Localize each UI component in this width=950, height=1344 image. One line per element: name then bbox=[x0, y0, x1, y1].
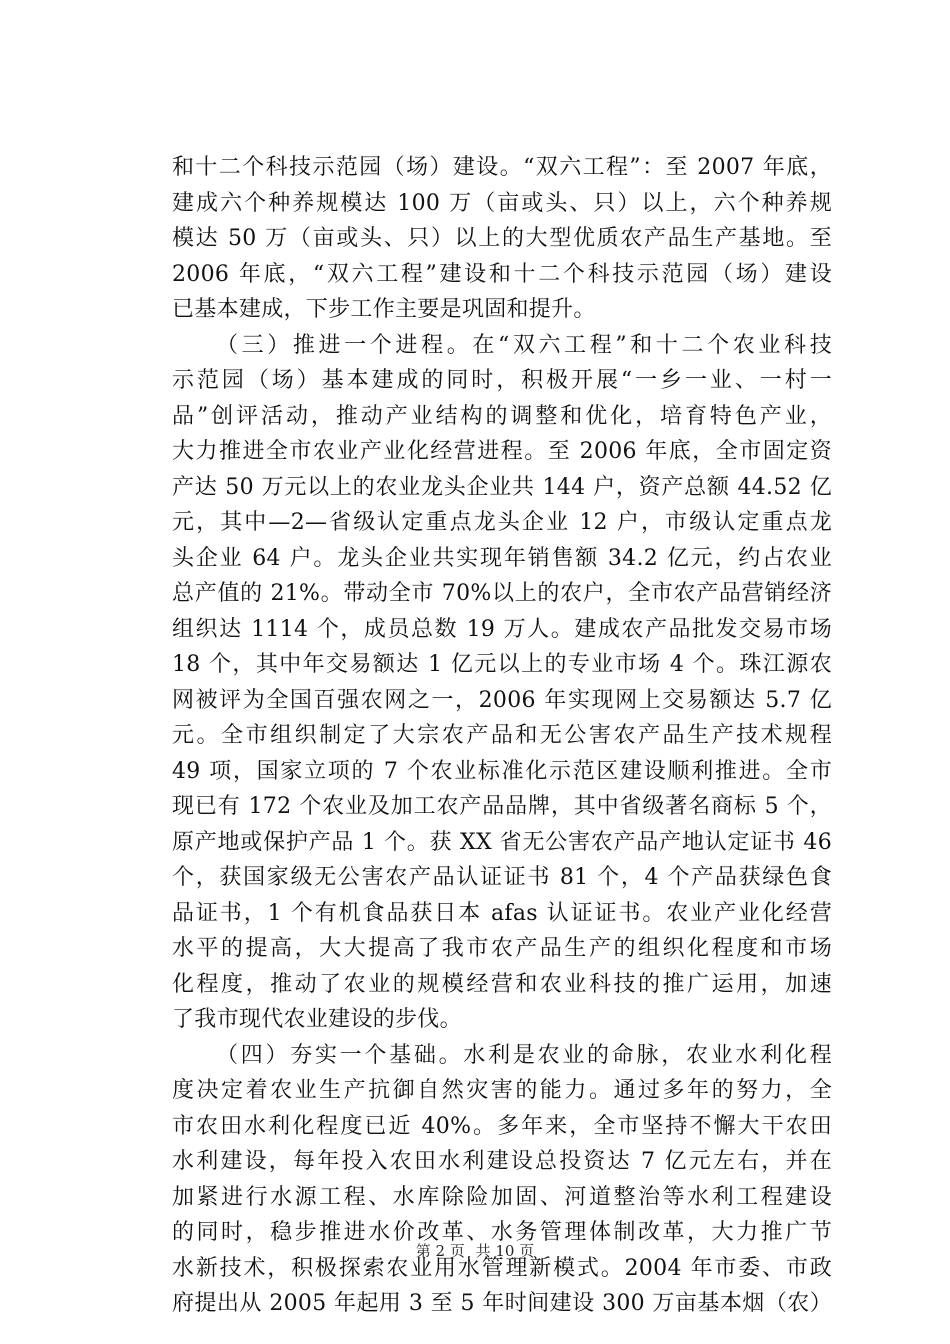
text-line: 度决定着农业生产抗御自然灾害的能力。通过多年的努力，全 bbox=[172, 1078, 832, 1103]
text-line: 总产值的 21%。带动全市 70%以上的农户，全市农产品营销经济 bbox=[172, 581, 832, 606]
text-line: 组织达 1114 个，成员总数 19 万人。建成农产品批发交易市场 bbox=[172, 616, 832, 642]
text-line: 产达 50 万元以上的农业龙头企业共 144 户，资产总额 44.52 亿 bbox=[172, 474, 832, 500]
text-line: 示范园（场）基本建成的同时，积极开展“一乡一业、一村一 bbox=[172, 368, 832, 393]
text-line: 水利建设，每年投入农田水利建设总投资达 7 亿元左右，并在 bbox=[172, 1149, 832, 1174]
text-line: 府提出从 2005 年起用 3 至 5 年时间建设 300 万亩基本烟（农） bbox=[172, 1291, 832, 1316]
page-footer bbox=[0, 1240, 950, 1261]
text-line: 网被评为全国百强农网之一，2006 年实现网上交易额达 5.7 亿 bbox=[172, 687, 832, 713]
text-line: 和十二个科技示范园（场）建设。“双六工程”：至 2007 年底， bbox=[172, 155, 832, 180]
text-line: 49 项，国家立项的 7 个农业标准化示范区建设顺利推进。全市 bbox=[172, 758, 832, 784]
text-line: 元，其中—2—省级认定重点龙头企业 12 户，市级认定重点龙 bbox=[172, 510, 832, 535]
text-line: 头企业 64 户。龙头企业共实现年销售额 34.2 亿元，约占农业 bbox=[172, 545, 832, 571]
text-line: 水新技术，积极探索农业用水管理新模式。2004 年市委、市政 bbox=[172, 1255, 832, 1281]
text-line: 18 个，其中年交易额达 1 亿元以上的专业市场 4 个。珠江源农 bbox=[172, 652, 832, 677]
text-line: 水平的提高，大大提高了我市农产品生产的组织化程度和市场 bbox=[172, 936, 832, 961]
text-line: 个，获国家级无公害农产品认证证书 81 个，4 个产品获绿色食 bbox=[172, 865, 832, 890]
document-body bbox=[172, 150, 832, 1322]
text-line: 已基本建成，下步工作主要是巩固和提升。 bbox=[172, 297, 596, 322]
text-line: 品”创评活动，推动产业结构的调整和优化，培育特色产业， bbox=[172, 403, 832, 429]
text-line: 建成六个种养规模达 100 万（亩或头、只）以上，六个种养规 bbox=[172, 190, 832, 216]
text-line: 原产地或保护产品 1 个。获 XX 省无公害农产品产地认定证书 46 bbox=[172, 829, 832, 855]
text-line: 元。全市组织制定了大宗农产品和无公害农产品生产技术规程 bbox=[172, 723, 832, 748]
text-line: 2006 年底，“双六工程”建设和十二个科技示范园（场）建设 bbox=[172, 261, 832, 287]
text-line: 大力推进全市农业产业化经营进程。至 2006 年底，全市固定资 bbox=[172, 439, 832, 464]
text-line: 了我市现代农业建设的步伐。 bbox=[172, 1007, 462, 1032]
text-line: 现已有 172 个农业及加工农产品品牌，其中省级著名商标 5 个， bbox=[172, 794, 832, 819]
page-number: 第 2 页 bbox=[415, 1242, 465, 1260]
paragraph-start-line: （四）夯实一个基础。水利是农业的命脉，农业水利化程 bbox=[216, 1042, 832, 1068]
text-line: 市农田水利化程度已近 40%。多年来，全市坚持不懈大干农田 bbox=[172, 1113, 832, 1139]
text-line: 的同时，稳步推进水价改革、水务管理体制改革，大力推广节 bbox=[172, 1220, 832, 1245]
text-line: 化程度，推动了农业的规模经营和农业科技的推广运用，加速 bbox=[172, 971, 832, 997]
text-line: 加紧进行水源工程、水库除险加固、河道整治等水利工程建设 bbox=[172, 1184, 832, 1210]
text-line: 品证书，1 个有机食品获日本 afas 认证证书。农业产业化经营 bbox=[172, 900, 832, 926]
paragraph-start-line: （三）推进一个进程。在“双六工程”和十二个农业科技 bbox=[216, 332, 832, 358]
page-total: 共 10 页 bbox=[475, 1242, 535, 1260]
text-line: 模达 50 万（亩或头、只）以上的大型优质农产品生产基地。至 bbox=[172, 226, 832, 251]
